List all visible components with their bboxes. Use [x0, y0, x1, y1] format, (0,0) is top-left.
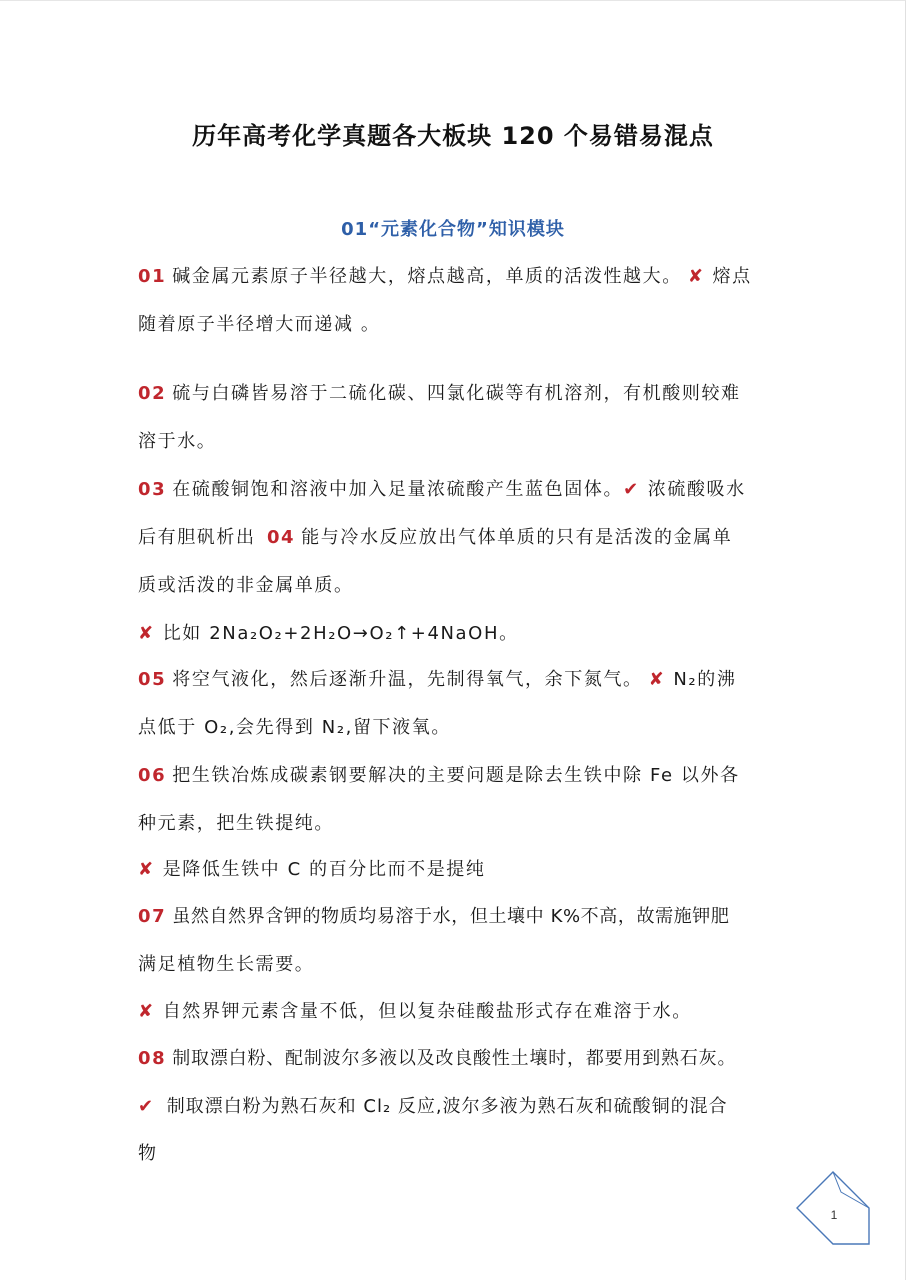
text-line: [138, 953, 314, 977]
item-text: 是降低生铁中 C 的百分比而不是提纯: [162, 859, 486, 880]
item-text: N₂的沸: [673, 669, 737, 690]
item-text: 制取漂白粉为熟石灰和 Cl₂ 反应,波尔多液为熟石灰和硫酸铜的混合: [166, 1096, 728, 1117]
item-text: 物: [138, 1143, 158, 1164]
item-text: 质或活泼的非金属单质。: [138, 575, 354, 596]
item-text: 能与冷水反应放出气体单质的只有是活泼的金属单: [301, 527, 733, 548]
item-text: 比如 2Na₂O₂+2H₂O→O₂↑+4NaOH。: [162, 623, 519, 644]
wrong-mark-icon: ✘: [138, 623, 155, 644]
item-number: 02: [138, 383, 167, 404]
item-text: 满足植物生长需要。: [138, 954, 315, 975]
item-text: 在硫酸铜饱和溶液中加入足量浓硫酸产生蓝色固体。: [172, 479, 624, 500]
text-line: [138, 622, 519, 646]
item-text: 硫与白磷皆易溶于二硫化碳、四氯化碳等有机溶剂，有机酸则较难: [172, 383, 741, 404]
item-number: 07: [138, 906, 167, 927]
text-line: [138, 905, 729, 929]
item-text: 种元素，把生铁提纯。: [138, 813, 334, 834]
text-line: [138, 812, 334, 836]
item-number: 04: [266, 527, 296, 548]
item-text: 把生铁冶炼成碳素钢要解决的主要问题是除去生铁中除 Fe 以外各: [172, 765, 740, 786]
wrong-mark-icon: ✘: [687, 266, 705, 287]
item-text: 溶于水。: [138, 431, 217, 452]
item-text: 熔点: [712, 266, 752, 287]
text-line: [138, 1095, 728, 1119]
item-text: 后有胆矾析出: [138, 527, 256, 548]
text-line: [138, 858, 486, 882]
item-text: 浓硫酸吸水: [647, 479, 746, 500]
item-number: 06: [138, 765, 167, 786]
text-line: [138, 1047, 736, 1071]
item-text: 碱金属元素原子半径越大，熔点越高，单质的活泼性越大。: [172, 266, 682, 287]
text-line: [138, 716, 451, 740]
text-line: [138, 265, 752, 289]
item-text: 将空气液化，然后逐渐升温，先制得氧气，余下氮气。: [172, 669, 643, 690]
item-number: 05: [138, 669, 167, 690]
item-text: 虽然自然界含钾的物质均易溶于水，但土壤中 K%不高，故需施钾肥: [172, 906, 730, 927]
item-number: 01: [138, 266, 167, 287]
page-title: 历年高考化学真题各大板块 120 个易错易混点: [192, 122, 714, 150]
text-line: [138, 574, 354, 598]
item-text: 点低于 O₂,会先得到 N₂,留下液氧。: [138, 717, 451, 738]
wrong-mark-icon: ✘: [138, 859, 155, 880]
item-text: 随着原子半径增大而递减 。: [138, 314, 381, 335]
text-line: [138, 382, 741, 406]
item-text: 自然界钾元素含量不低，但以复杂硅酸盐形式存在难溶于水。: [162, 1001, 692, 1022]
item-number: 03: [138, 479, 167, 500]
text-line: [138, 668, 736, 692]
text-line: [138, 1142, 158, 1166]
item-text: 制取漂白粉、配制波尔多液以及改良酸性土壤时，都要用到熟石灰。: [172, 1048, 737, 1069]
check-mark-icon: ✔: [623, 479, 640, 500]
section-heading: 01“元素化合物”知识模块: [341, 219, 565, 240]
text-line: [138, 526, 732, 550]
page-number: 1: [830, 1208, 838, 1222]
item-number: 08: [138, 1048, 167, 1069]
wrong-mark-icon: ✘: [138, 1001, 155, 1022]
text-line: [138, 313, 381, 337]
text-line: [138, 1000, 692, 1024]
wrong-mark-icon: ✘: [648, 669, 666, 690]
check-mark-icon: ✔: [138, 1096, 155, 1117]
text-line: [138, 478, 746, 502]
text-line: [138, 764, 740, 788]
text-line: [138, 430, 216, 454]
